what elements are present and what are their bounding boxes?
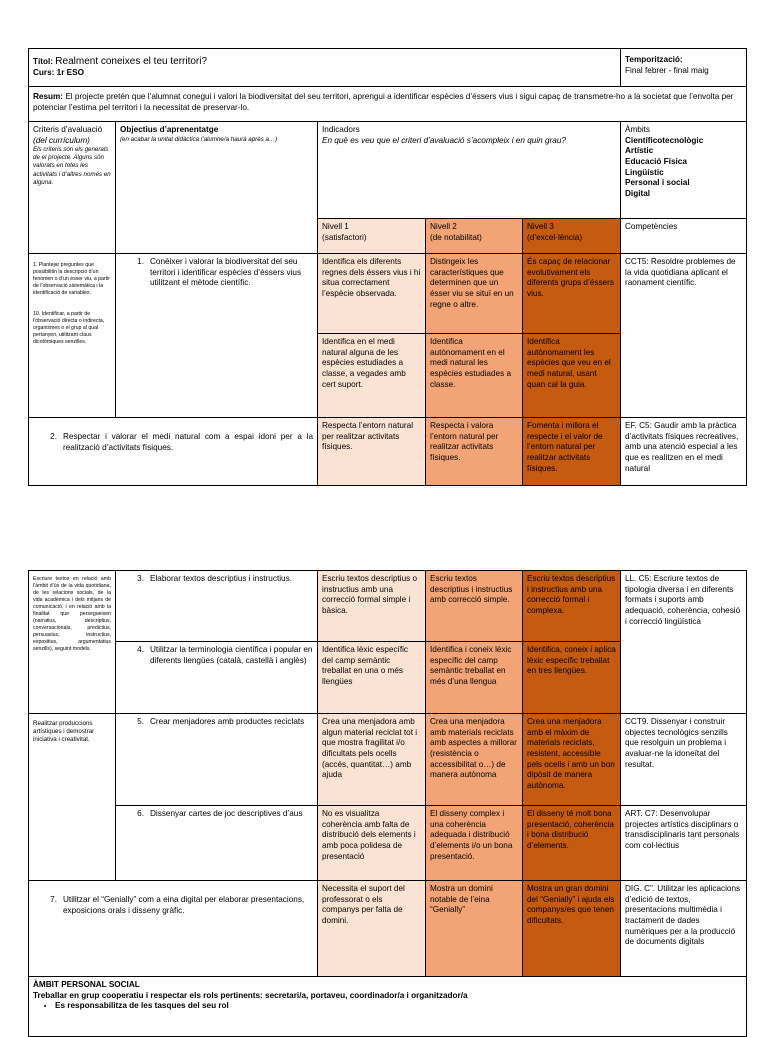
objective-cell-wide [29, 881, 318, 977]
indicator-cell: Identifica, coneix i aplica lèxic específic treballat en tres llengües. [523, 642, 621, 714]
objectives-header [116, 122, 318, 254]
indicator-cell: Crea una menjadora amb algun material reciclat tot i que mostra fragilitat i/o dificultats pels ocells (accés, quantitat…) amb ajuda [318, 714, 426, 806]
objective-cell [116, 714, 318, 806]
indicator-cell: Respecta l’entorn natural per realitzar activitats físiques. [318, 418, 426, 486]
title-label: Títol: [33, 57, 54, 66]
indicator-cell: Identifica i coneix lèxic específic del camp semàntic treballat en més d’una llengua [426, 642, 523, 714]
indicator-cell: Escriu textos descriptius o instructius amb una correcció formal simple i bàsica. [318, 571, 426, 642]
indicator-cell: Identifica en el medi natural alguna de les espècies estudiades a classe, a vegades amb cert suport. [318, 334, 426, 418]
objective-text: Elaborar textos descriptius i instructius. [150, 574, 292, 583]
indicator-cell: Identifica lèxic específic del camp semàntic treballat en una o més llengües [318, 642, 426, 714]
level2-header [426, 219, 523, 254]
project-title: Realment coneixes el teu territori? [55, 56, 208, 67]
level3-subtitle: (d’excel·lència) [527, 232, 583, 242]
objective-cell-wide [29, 418, 318, 486]
indicator-cell: Identifica els diferents regnes dels éssers vius i hi situa correctament l’espècie observada. [318, 254, 426, 334]
objective-cell [116, 254, 318, 418]
indicator-cell: Necessita el suport del professorat o els companys per falta de domini. [318, 881, 426, 977]
objective-number: 1. [137, 257, 144, 266]
competence-cell: EF. C5: Gaudir amb la pràctica d’activitats físiques recreatives, amb una atenció especial a les que es realitzen en el medi natural [621, 418, 747, 486]
criteria-subtitle: (del currículum) [33, 135, 90, 145]
area-physical: Educació Física [625, 156, 687, 166]
criteria-item: 10. Identificar, a partir de l’observació directa o indirecta, organismes o el grup al qual pertanyen, utilitzant claus dicotòmiques senzilles. [33, 311, 105, 346]
objective-number: 6. [137, 809, 144, 818]
evaluation-table-1 [28, 48, 747, 486]
objective-number: 7. [50, 895, 57, 904]
summary-cell [29, 87, 747, 122]
indicator-cell: Identifica autònomament en el medi natural les espècies estudiades a classe. [426, 334, 523, 418]
competences-header [621, 219, 747, 254]
title-cell [29, 49, 621, 87]
indicator-cell: És capaç de relacionar evolutivament els diferents grups d’éssers vius. [523, 254, 621, 334]
objective-cell [116, 571, 318, 642]
area-personal: Personal i social [625, 178, 690, 188]
indicator-cell: Escriu textos descriptius i instructius amb una correcció formal i complexa. [523, 571, 621, 642]
personal-bullet: • Es responsabilitza de les tasques del seu rol [55, 1001, 742, 1012]
level2-subtitle: (de notabilitat) [430, 232, 482, 242]
criteria-cell-2 [29, 571, 116, 714]
time-cell [621, 49, 747, 87]
criteria-header [29, 122, 116, 254]
objective-text: Dissenyar cartes de joc descriptives d’aus [150, 809, 303, 818]
objective-text: Utilitzar la terminologia científica i popular en diferents llengües (català, castellà i anglès) [150, 645, 313, 665]
area-artistic: Artístic [625, 146, 654, 156]
time-label: Temporització: [625, 55, 683, 64]
indicators-subtitle: En què es veu que el criteri d’avaluació s’acompleix i en quin grau? [322, 135, 566, 145]
objective-number: 2. [50, 432, 57, 441]
competence-cell: LL. C5: Escriure textos de tipologia diversa i en diferents formats i suports amb adequació, coherència, cohesió i correcció lingüística [621, 571, 747, 714]
indicator-cell: El disseny té molt bona presentació, coherència i bona distribució d’elements. [523, 806, 621, 881]
level2-title: Nivell 2 [430, 222, 457, 231]
area-scientific: Científicotecnològic [625, 135, 704, 145]
summary-text: El projecte pretén que l’alumnat conegui i valori la biodiversitat del seu territori, aprengui a identificar espècies d’éssers vius i sigui capaç de transmetre-ho a la societat que l’envolta per potenciar l’estima pel territori i la necessitat de preservar-lo. [33, 92, 734, 112]
indicator-cell: Respecta i valora l’entorn natural per realitzar activitats físiques. [426, 418, 523, 486]
indicator-cell: Crea una menjadora amb el màxim de materials reciclats, resistent, accessible pels ocells i amb un bon dipòsit de manera autònoma. [523, 714, 621, 806]
competences-title: Competències [625, 222, 678, 231]
objectives-subtitle: (en acabar la unitat didàctica l’alumne/a haurà après a…) [120, 135, 278, 143]
objectives-title: Objectius d’aprenentatge [120, 125, 219, 134]
personal-title: ÀMBIT PERSONAL SOCIAL [33, 980, 140, 989]
criteria-cell-1 [29, 254, 116, 418]
level1-title: Nivell 1 [322, 222, 349, 231]
objective-number: 3. [137, 574, 144, 583]
objective-text: Conèixer i valorar la biodiversitat del seu territori i identificar espècies d’éssers vius utilitzant el mètode científic. [150, 257, 302, 288]
indicator-cell: No es visualitza coherència amb falta de distribució dels elements i amb poca polidesa de presentació [318, 806, 426, 881]
indicator-cell: Crea una menjadora amb materials reciclats amb aspectes a millorar (resistència o accessibilitat o…) de manera autònoma [426, 714, 523, 806]
areas-header [621, 122, 747, 219]
indicator-cell: Distingeix les característiques que determinen que un ésser viu se situï en un regne o altre. [426, 254, 523, 334]
indicator-cell: Identifica autònomament les espècies que veu en el medi natural, usant quan cal la guia. [523, 334, 621, 418]
indicators-title: Indicadors [322, 125, 360, 134]
objective-text: Utilitzar el “Genially” com a eina digital per elaborar presentacions, exposicions orals i disseny gràfic. [63, 895, 305, 915]
criteria-item: Realitzar produccions artístiques i demostrar iniciativa i creativitat. [33, 720, 95, 744]
competence-cell: DIG. C”. Utilitzar les aplicacions d’edició de textos, presentacions multimèdia i tractament de dades numèriques per a la producció de documents digitals [621, 881, 747, 977]
objective-text: Crear menjadores amb productes reciclats [150, 717, 305, 726]
personal-text: Treballar en grup cooperatiu i respectar els rols pertinents: secretari/a, portaveu, coordinador/a i organitzador/a [33, 990, 468, 1000]
level1-subtitle: (satisfactori) [322, 232, 367, 242]
level1-header [318, 219, 426, 254]
indicator-cell: Fomenta i millora el respecte i el valor de l’entorn natural per realitzar activitats físiques. [523, 418, 621, 486]
areas-title: Àmbits [625, 125, 651, 134]
criteria-item: 1. Plantejar preguntes que possibilitin la descripció d’un fenomen o d’un ésser viu, a partir de l’observació sistemàtica i la identificació de variables. [33, 262, 110, 297]
objective-cell [116, 642, 318, 714]
objective-number: 5. [137, 717, 144, 726]
area-digital: Digital [625, 188, 651, 198]
criteria-note: Els criteris són els generals de el projecte. Alguns són valorats en totes les activitats i d’altres només en alguna. [33, 146, 111, 186]
level3-header [523, 219, 621, 254]
evaluation-table-2 [28, 570, 747, 1037]
criteria-title: Criteris d’avaluació [33, 125, 103, 134]
course-value: 1r ESO [56, 68, 84, 77]
criteria-item: Escriure textos en relació amb l’àmbit d’ús de la vida quotidiana, de les relacions socials, de la vida acadèmica i dels mitjans de comunicació, i en relació amb la finalitat que persegueixen (narratius, descriptius, conversacionals, predictius, persuasius, instructius, expositius, argumentatius senzills), seguint models. [33, 576, 111, 653]
summary-label: Resum: [33, 92, 64, 101]
time-value: Final febrer - final maig [625, 65, 709, 75]
indicator-cell: El disseny complex i una coherència adequada i distribució d’elements i/o un bona presentació. [426, 806, 523, 881]
objective-cell [116, 806, 318, 881]
indicator-cell: Mostra un gran domini del “Genially” i ajuda els companys/es que tenen dificultats. [523, 881, 621, 977]
competence-cell: CCT9. Dissenyar i construir objectes tecnològics senzills que resolguin un problema i avaluar-ne la idoneïtat del resultat. [621, 714, 747, 806]
competence-cell: CCT5: Resoldre problemes de la vida quotidiana aplicant el raonament científic. [621, 254, 747, 418]
objective-text: Respectar i valorar el medi natural com a espai idoni per a la realització d’activitats físiques. [63, 432, 313, 452]
criteria-cell-3 [29, 714, 116, 881]
level3-title: Nivell 3 [527, 222, 554, 231]
indicators-header [318, 122, 621, 219]
indicator-cell: Escriu textos descriptius i instructius amb correcció simple. [426, 571, 523, 642]
course-label: Curs: [33, 68, 55, 77]
area-linguistic: Lingüístic [625, 167, 664, 177]
objective-number: 4. [137, 645, 144, 654]
personal-social-cell [29, 977, 747, 1037]
indicator-cell: Mostra un domini notable de l’eina “Genially” [426, 881, 523, 977]
competence-cell: ART. C7: Desenvolupar projectes artístics disciplinars o transdisciplinaris tant personals com col·lectius [621, 806, 747, 881]
